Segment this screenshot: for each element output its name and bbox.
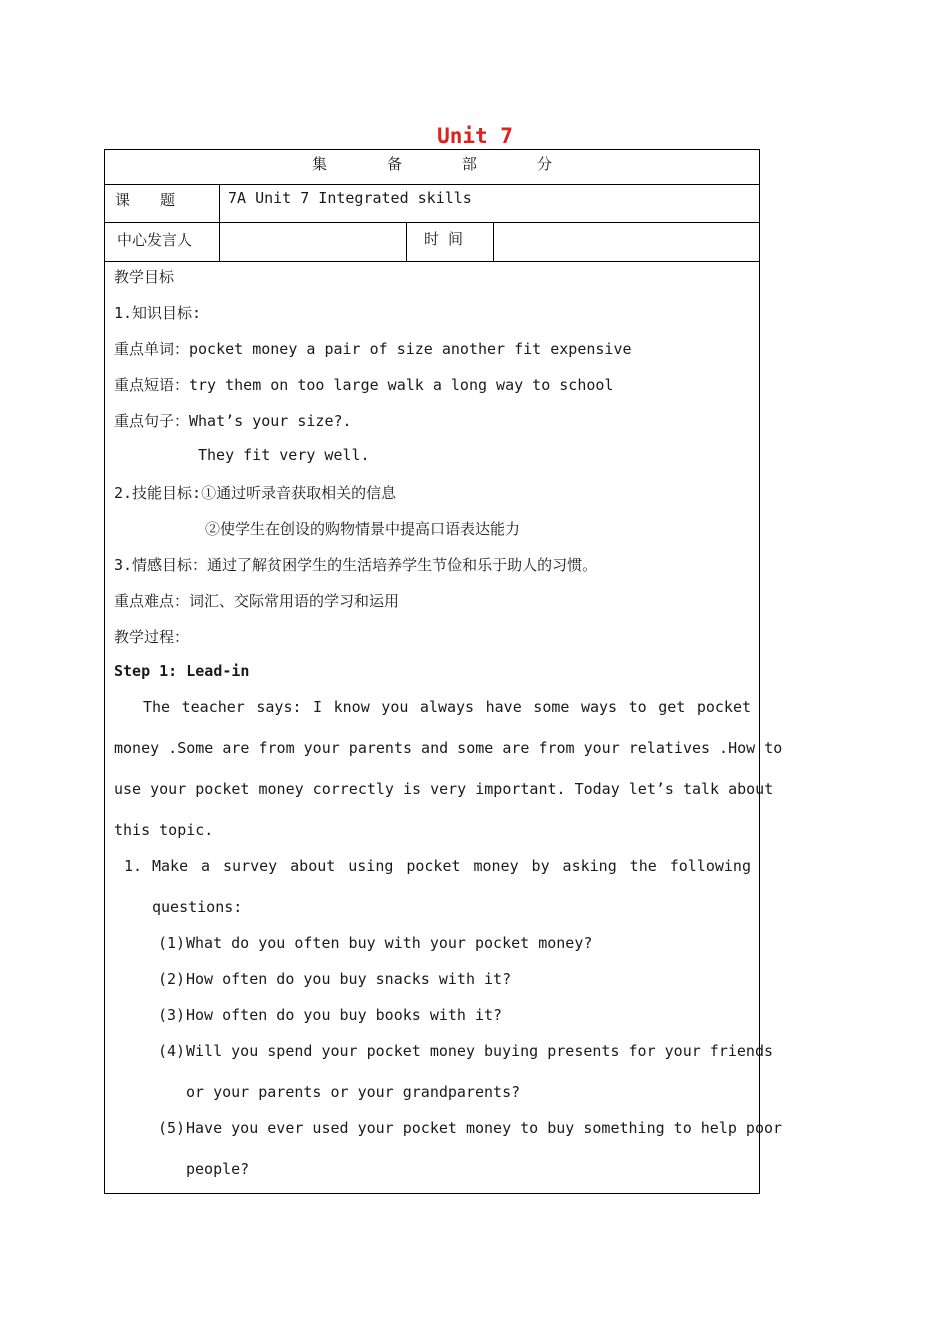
process-heading: 教学过程： [114, 628, 190, 646]
paragraph-line: The teacher says: I know you always have some ways to get pocket [143, 698, 751, 716]
question-number: (1) [158, 934, 186, 952]
item1-number: 1. [124, 857, 143, 875]
emotion-objective: 3.情感目标：通过了解贫困学生的生活培养学生节俭和乐于助人的习惯。 [114, 556, 598, 574]
key-sentences-cont: They fit very well. [198, 446, 370, 464]
question-number: (3) [158, 1006, 186, 1024]
column-divider [406, 222, 407, 261]
item1-text: Make a survey about using pocket money by asking the following [152, 857, 751, 875]
time-label: 时 间 [424, 230, 464, 248]
paragraph-line: money .Some are from your parents and some are from your relatives .How to [114, 739, 783, 757]
item1-text-cont: questions: [152, 898, 243, 916]
key-phrases: 重点短语：try them on too large walk a long way to school [114, 376, 614, 394]
question-text: How often do you buy snacks with it? [186, 970, 512, 988]
paragraph-line: use your pocket money correctly is very important. Today let’s talk about [114, 780, 774, 798]
column-divider [493, 222, 494, 261]
lesson-plan-table [104, 149, 783, 1194]
row-divider [105, 261, 759, 262]
skill-objective: 2.技能目标:①通过听录音获取相关的信息 [114, 484, 397, 502]
column-divider [219, 222, 220, 261]
section-char: 部 [462, 155, 478, 173]
key-words: 重点单词：pocket money a pair of size another fit expensive [114, 340, 632, 358]
section-char: 分 [537, 155, 553, 173]
question-number: (4) [158, 1042, 186, 1060]
question-number: (5) [158, 1119, 186, 1137]
column-divider [219, 184, 220, 222]
section-char: 备 [386, 155, 402, 173]
topic-label: 课 题 [115, 191, 176, 209]
row-divider [105, 184, 759, 185]
step1-heading: Step 1: Lead-in [114, 662, 250, 680]
section-header [105, 153, 759, 174]
speaker-label: 中心发言人 [117, 231, 193, 249]
question-text: Will you spend your pocket money buying presents for your friends [186, 1042, 773, 1060]
paragraph-line: this topic. [114, 821, 214, 839]
question-number: (2) [158, 970, 186, 988]
question-text-cont: people? [186, 1160, 250, 1178]
document-title: Unit 7 [437, 124, 513, 148]
knowledge-objective: 1.知识目标: [114, 304, 202, 322]
topic-value: 7A Unit 7 Integrated skills [228, 189, 472, 207]
section-char: 集 [311, 155, 327, 173]
question-text: How often do you buy books with it? [186, 1006, 503, 1024]
key-sentences: 重点句子：What’s your size?. [114, 412, 352, 430]
objectives-heading: 教学目标 [114, 268, 175, 286]
question-text: Have you ever used your pocket money to buy something to help poor [186, 1119, 783, 1137]
difficulty: 重点难点：词汇、交际常用语的学习和运用 [114, 592, 400, 610]
question-text: What do you often buy with your pocket money? [186, 934, 593, 952]
question-text-cont: or your parents or your grandparents? [186, 1083, 521, 1101]
row-divider [105, 222, 759, 223]
skill-objective-cont: ②使学生在创设的购物情景中提高口语表达能力 [205, 520, 521, 538]
